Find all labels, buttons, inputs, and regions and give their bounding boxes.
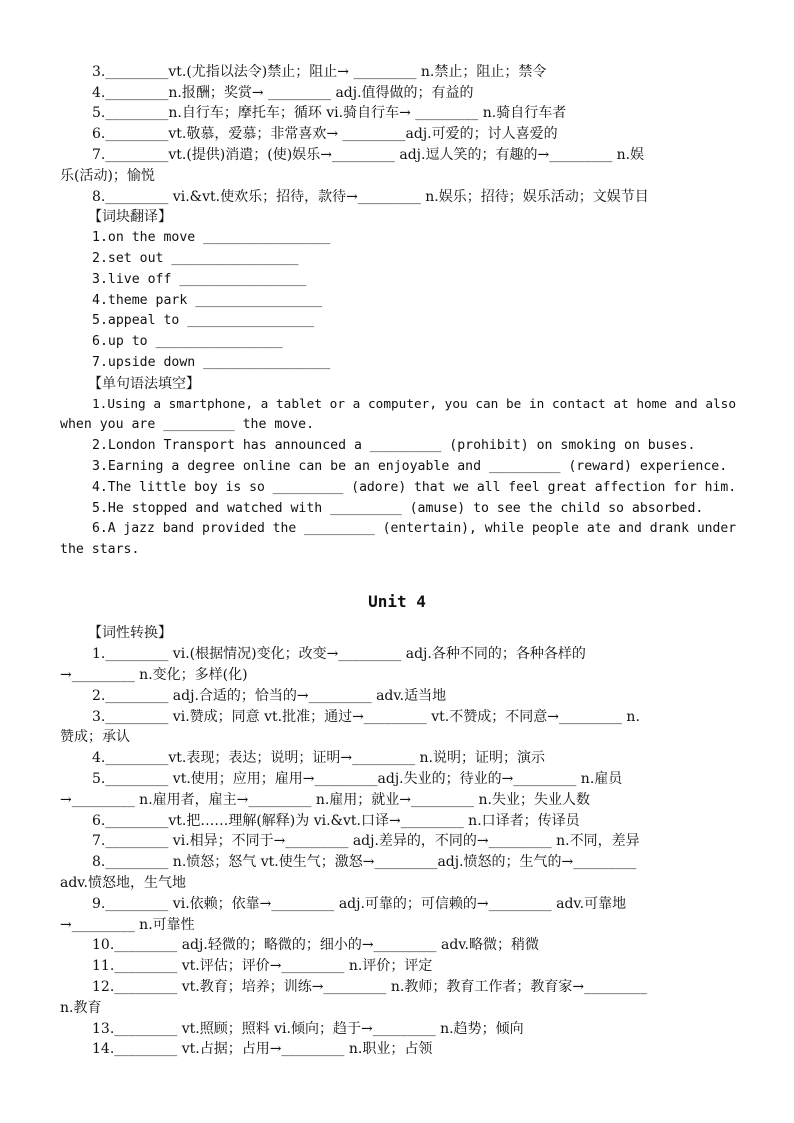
word-form-item-7: 7._________vt.(提供)消遣；(使)娱乐→_________ adj.逗人笑的；有趣的→_________ n.娱: [92, 147, 645, 163]
phrase-item-4: 4.theme park ________________: [92, 293, 323, 308]
grammar-item-4: 4.The little boy is so _________ (adore) that we all feel great affection for him.: [92, 480, 737, 495]
u4-item-2: 2._________ adj.合适的；恰当的→_________ adv.适当地: [92, 688, 447, 704]
unit-4-title: Unit 4: [368, 592, 426, 611]
u4-item-12-continued: n.教育: [60, 1000, 102, 1016]
phrase-item-6: 6.up to ________________: [92, 334, 283, 349]
phrase-item-5: 5.appeal to ________________: [92, 313, 315, 328]
phrase-item-7: 7.upside down ________________: [92, 355, 331, 370]
u4-item-14: 14._________ vt.占据；占用→_________ n.职业；占领: [92, 1041, 433, 1057]
u4-item-1-continued: →_________ n.变化；多样(化): [60, 667, 248, 683]
u4-item-3-continued: 赞成；承认: [60, 729, 130, 745]
grammar-item-5: 5.He stopped and watched with _________ (amuse) to see the child so absorbed.: [92, 501, 704, 516]
u4-item-6: 6._________vt.把……理解(解释)为 vi.&vt.口译→_________ n.口译者；传译员: [92, 813, 580, 829]
u4-item-10: 10._________ adj.轻微的；略微的；细小的→_________ adv.略微；稍微: [92, 937, 540, 953]
u4-item-5-continued: →_________ n.雇用者，雇主→_________ n.雇用；就业→_________ n.失业；失业人数: [60, 792, 590, 808]
u4-item-4: 4._________vt.表现；表达；说明；证明→_________ n.说明；证明；演示: [92, 750, 545, 766]
u4-item-8-continued: adv.愤怒地，生气地: [60, 875, 187, 891]
u4-item-12: 12._________ vt.教育；培养；训练→_________ n.教师；教育工作者；教育家→_________: [92, 979, 648, 995]
word-form-item-7-continued: 乐(活动)；愉悦: [60, 168, 155, 184]
grammar-section-heading: 【单句语法填空】: [88, 376, 200, 392]
word-form-item-8: 8._________ vi.&vt.使欢乐；招待，款待→_________ n.娱乐；招待；娱乐活动；文娱节目: [92, 189, 649, 205]
word-form-section-heading: 【词性转换】: [88, 625, 172, 641]
phrase-item-1: 1.on the move ________________: [92, 230, 331, 245]
word-form-item-6: 6._________vt.敬慕，爱慕；非常喜欢→ _________adj.可爱的；讨人喜爱的: [92, 126, 558, 142]
u4-item-9-continued: →_________ n.可靠性: [60, 917, 195, 933]
u4-item-8: 8._________ n.愤怒；怒气 vt.使生气；激怒→_________adj.愤怒的；生气的→_________: [92, 854, 637, 870]
word-form-item-5: 5._________n.自行车；摩托车；循环 vi.骑自行车→ _________ n.骑自行车者: [92, 105, 567, 121]
u4-item-3: 3._________ vi.赞成；同意 vt.批准；通过→_________ vt.不赞成；不同意→_________ n.: [92, 709, 640, 725]
grammar-item-1-continued: when you are _________ the move.: [60, 417, 315, 432]
u4-item-1: 1._________ vi.(根据情况)变化；改变→_________ adj.各种不同的；各种各样的: [92, 646, 586, 662]
u4-item-5: 5._________ vt.使用；应用；雇用→_________adj.失业的；待业的→_________ n.雇员: [92, 771, 623, 787]
grammar-item-2: 2.London Transport has announced a _________ (prohibit) on smoking on buses.: [92, 438, 696, 453]
phrase-item-3: 3.live off ________________: [92, 272, 307, 287]
u4-item-13: 13._________ vt.照顾；照料 vi.倾向；趋于→_________ n.趋势；倾向: [92, 1021, 524, 1037]
u4-item-11: 11._________ vt.评估；评价→_________ n.评价；评定: [92, 958, 433, 974]
grammar-item-1: 1.Using a smartphone, a tablet or a computer, you can be in contact at home and also: [92, 397, 737, 412]
u4-item-7: 7._________ vi.相异；不同于→_________ adj.差异的，不同的→_________ n.不同，差异: [92, 833, 640, 849]
phrase-section-heading: 【词块翻译】: [88, 209, 172, 225]
phrase-item-2: 2.set out ________________: [92, 251, 299, 266]
grammar-item-6: 6.A jazz band provided the _________ (entertain), while people ate and drank under: [92, 521, 737, 536]
u4-item-9: 9._________ vi.依赖；依靠→_________ adj.可靠的；可信赖的→_________ adv.可靠地: [92, 896, 627, 912]
word-form-item-3: 3._________vt.(尤指以法令)禁止；阻止→ _________ n.禁止；阻止；禁令: [92, 64, 547, 80]
grammar-item-6-continued: the stars.: [60, 542, 140, 557]
grammar-item-3: 3.Earning a degree online can be an enjoyable and _________ (reward) experience.: [92, 459, 728, 474]
word-form-item-4: 4._________n.报酬；奖赏→ _________ adj.值得做的；有益的: [92, 85, 474, 101]
